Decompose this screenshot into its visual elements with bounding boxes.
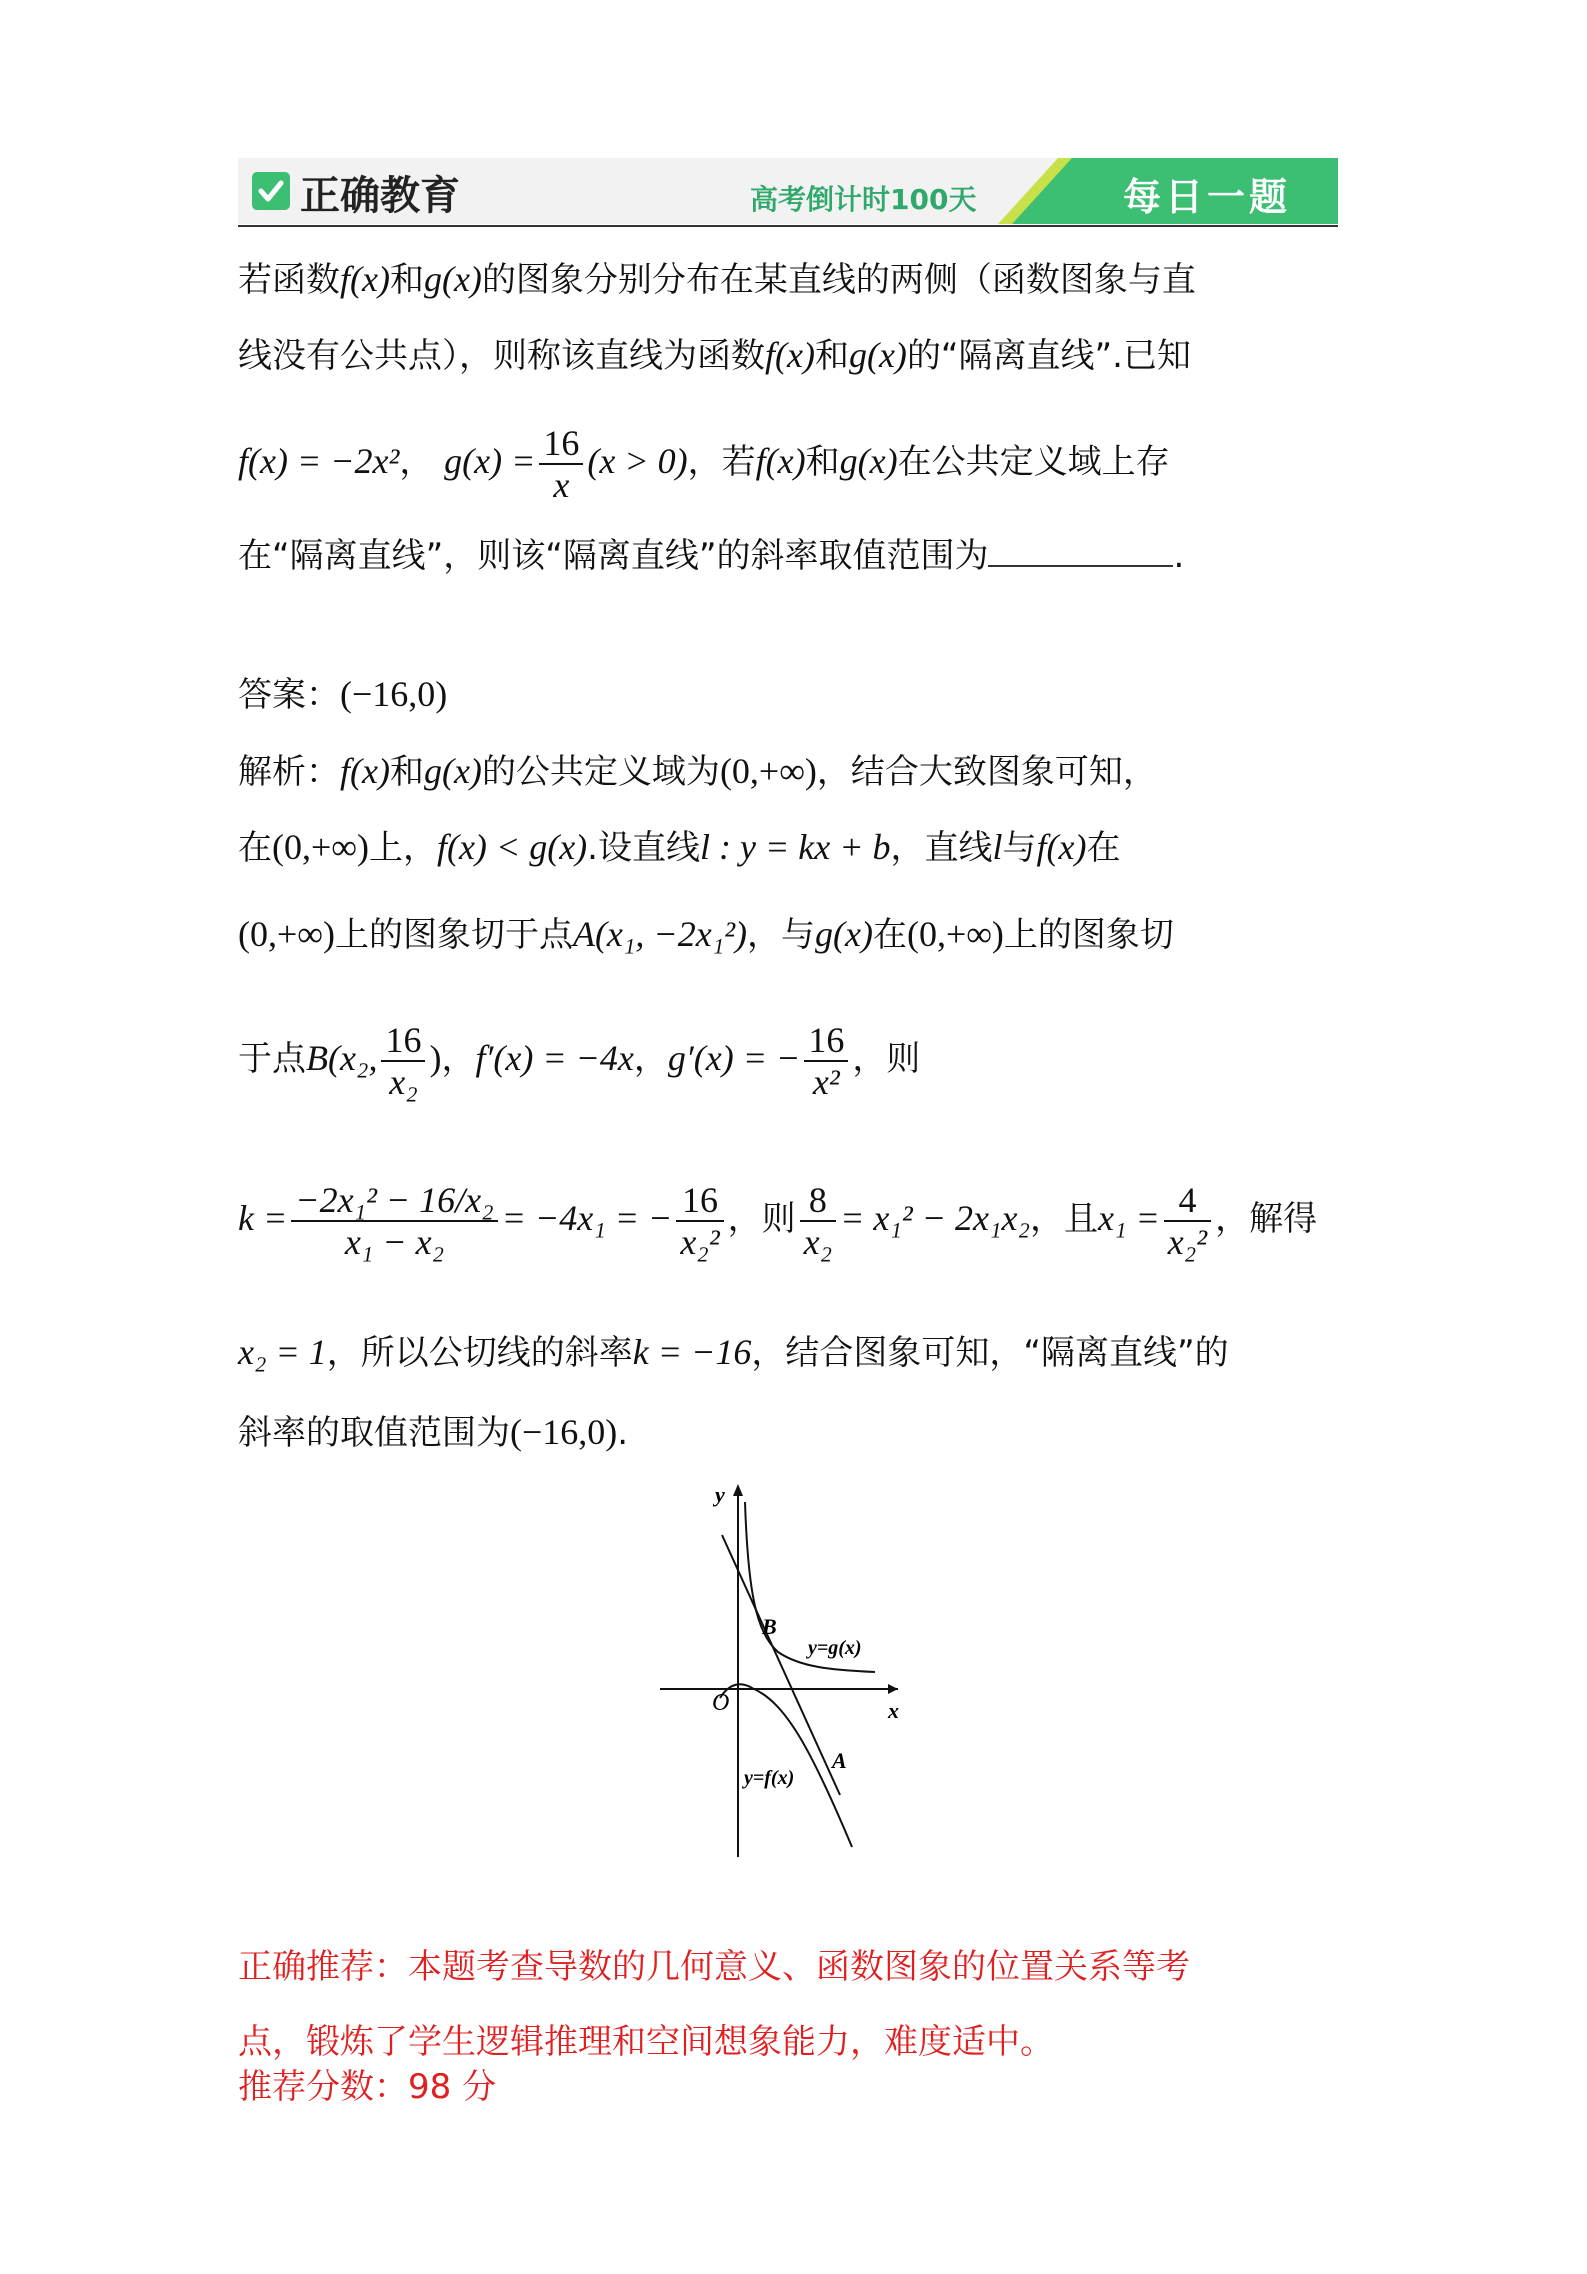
analysis-line-7: 斜率的取值范围为(−16,0). — [238, 1412, 629, 1453]
fraction-16-over-x: $\frac{16}{x}$ — [539, 423, 583, 505]
checkmark-icon — [252, 172, 290, 210]
question-line-3: f(x) = −2x²， g(x) = $\frac{16}{x}$ (x > 0)，若f(x)和g(x)在公共定义域上存 — [238, 422, 1170, 505]
y-axis-label: y — [715, 1482, 725, 1507]
fraction-16-over-x-squared: $\frac{16}{\text{x²}}$ — [804, 1020, 848, 1102]
x-axis-arrow — [888, 1684, 898, 1694]
daily-question-label: 每日一题 — [1123, 175, 1292, 219]
analysis-line-5: k = $\frac{\text{−2x₁² − 16/x₂}}{\text{x₁ − x₂}}$ = −4x₁ = − $\frac{16}{\text{x₂²}}$ ，则 $\frac{8}{\text{x₂}}$ = x₁² − 2x₁x₂，且x₁ = $\frac{4}{\text{x₂²}}$ ，解得 — [238, 1179, 1318, 1262]
fraction-4-over-x2-squared: $\frac{4}{\text{x₂²}}$ — [1164, 1180, 1211, 1262]
fraction-16-over-x2: $\frac{16}{\text{x₂}}$ — [381, 1020, 425, 1102]
y-axis-arrow — [733, 1484, 743, 1496]
brand-name: 正确教育 — [300, 173, 460, 219]
g-curve-label: y=g(x) — [808, 1637, 862, 1659]
analysis-line-4: 于点B(x₂, $\frac{16}{\text{x₂}}$ )，f′(x) = −4x，g′(x) = − $\frac{16}{\text{x²}}$ ，则 — [238, 1019, 921, 1102]
question-line-4: 在“隔离直线”，则该“隔离直线”的斜率取值范围为 . — [238, 536, 1185, 576]
question-line-2: 线没有公共点），则称该直线为函数f(x)和g(x)的“隔离直线”.已知 — [238, 335, 1191, 376]
f-curve-label: y=f(x) — [744, 1767, 795, 1789]
recommend-line-1: 正确推荐：本题考查导数的几何意义、函数图象的位置关系等考 — [238, 1947, 1190, 1987]
question-line-1: 若函数f(x)和g(x)的图象分别分布在某直线的两侧（函数图象与直 — [238, 259, 1196, 300]
function-graph — [660, 1482, 920, 1862]
tangent-line — [722, 1535, 840, 1795]
answer-blank — [988, 535, 1173, 567]
analysis-line-1: 解析：f(x)和g(x)的公共定义域为(0,+∞)，结合大致图象可知， — [238, 751, 1157, 792]
header-divider — [238, 225, 1338, 227]
graph-svg — [660, 1482, 920, 1862]
x-axis-label: x — [888, 1698, 899, 1723]
answer-line: 答案：(−16,0) — [238, 674, 448, 715]
point-a-label: A — [832, 1748, 847, 1773]
analysis-line-2: 在(0,+∞)上，f(x) < g(x).设直线l : y = kx + b，直线l与f(x)在 — [238, 827, 1121, 868]
point-b-label: B — [762, 1614, 777, 1639]
origin-label: O — [712, 1690, 730, 1716]
header-banner — [238, 158, 1338, 224]
fraction-8-over-x2: $\frac{8}{\text{x₂}}$ — [800, 1180, 837, 1262]
analysis-line-3: (0,+∞)上的图象切于点A(x₁, −2x₁²)，与g(x)在(0,+∞)上的图象切 — [238, 914, 1174, 955]
recommend-line-2: 点，锻炼了学生逻辑推理和空间想象能力，难度适中。 — [238, 2022, 1054, 2062]
analysis-line-6: x₂ = 1，所以公切线的斜率k = −16，结合图象可知，“隔离直线”的 — [238, 1332, 1229, 1373]
fraction-16-over-x2-squared: $\frac{16}{\text{x₂²}}$ — [676, 1180, 723, 1262]
recommend-score: 推荐分数：98 分 — [238, 2067, 497, 2107]
countdown-text: 高考倒计时100天 — [750, 183, 977, 216]
slope-fraction: $\frac{\text{−2x₁² − 16/x₂}}{\text{x₁ − x₂}}$ — [291, 1180, 497, 1262]
daily-question-banner — [998, 158, 1338, 224]
